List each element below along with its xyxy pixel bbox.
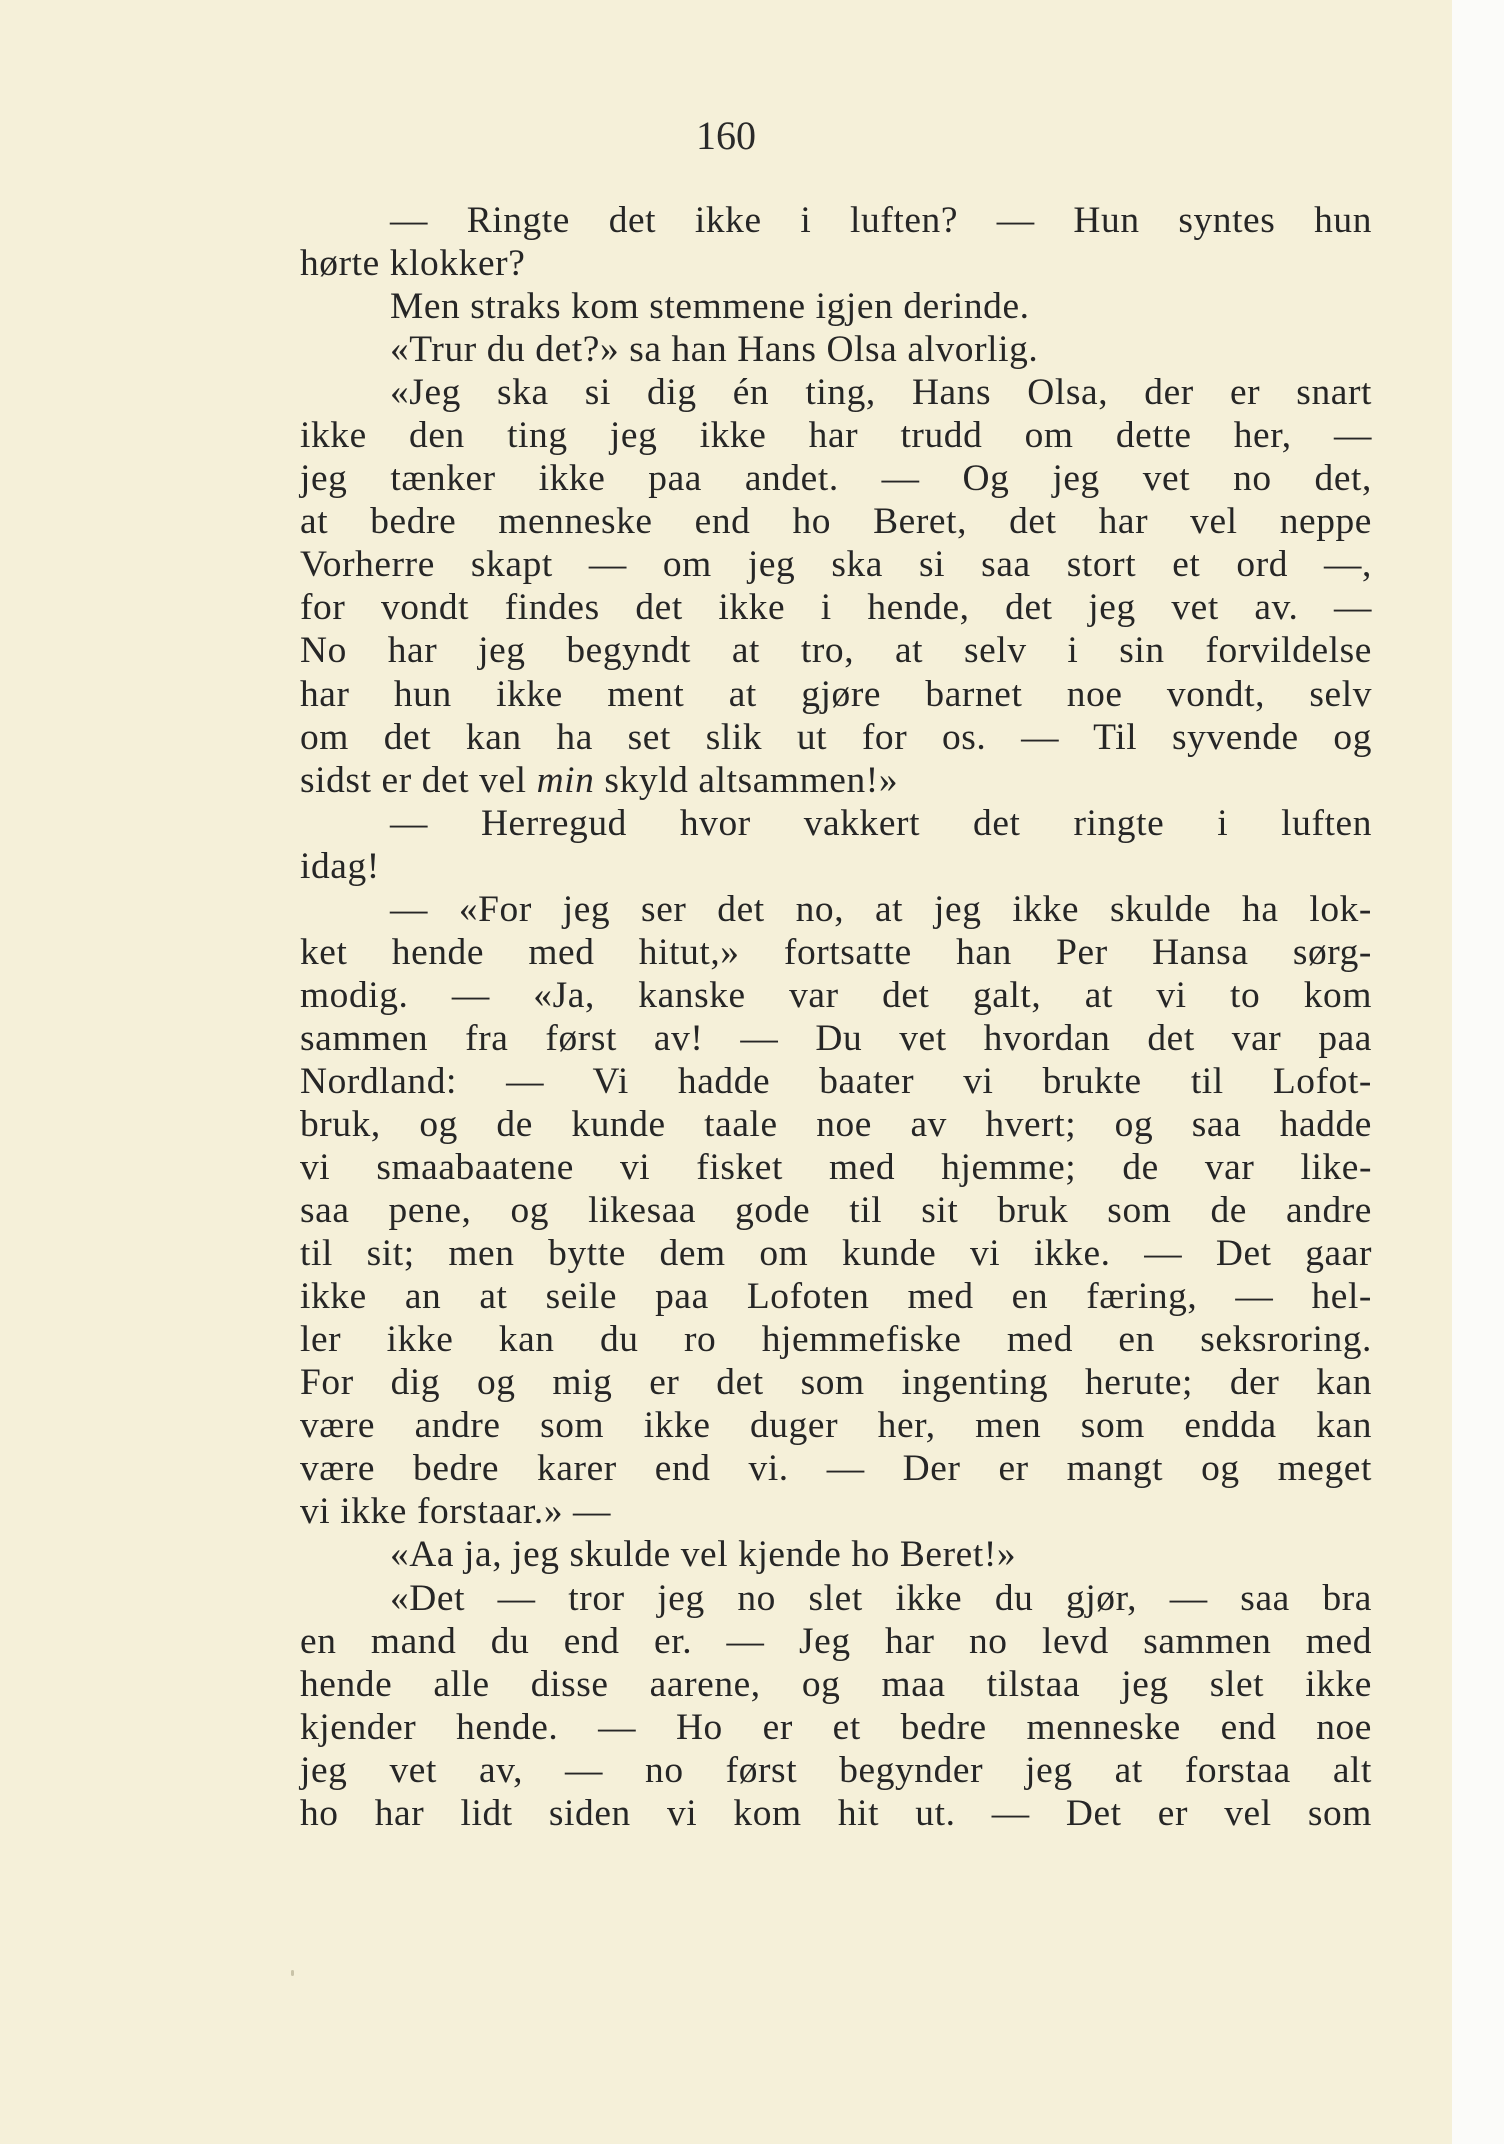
text-line: har hun ikke ment at gjøre barnet noe vondt, selv [300, 673, 1372, 715]
text-line: om det kan ha set slik ut for os. — Til syvende og [300, 716, 1372, 758]
text-line: bruk, og de kunde taale noe av hvert; og saa hadde [300, 1103, 1372, 1145]
text-segment: skyld altsammen!» [604, 759, 899, 801]
text-line: Men straks kom stemmene igjen derinde. [390, 286, 1030, 328]
text-line: sammen fra først av! — Du vet hvordan det var paa [300, 1017, 1372, 1059]
text-line: vi ikke forstaar.» — [300, 1491, 612, 1533]
text-line [300, 759, 1372, 802]
body-text [300, 199, 1372, 1835]
text-line: — «For jeg ser det no, at jeg ikke skulde ha lok- [390, 888, 1372, 930]
text-line: «Det — tror jeg no slet ikke du gjør, — saa bra [390, 1577, 1372, 1619]
text-line: «Jeg ska si dig én ting, Hans Olsa, der er snart [390, 372, 1372, 414]
text-line: jeg vet av, — no først begynder jeg at forstaa alt [300, 1749, 1372, 1791]
text-line: ikke den ting jeg ikke har trudd om dette her, — [300, 415, 1372, 457]
text-line: være bedre karer end vi. — Der er mangt og meget [300, 1448, 1372, 1490]
paper-speck [291, 1970, 294, 1976]
text-line: at bedre menneske end ho Beret, det har vel neppe [300, 501, 1372, 543]
text-line: ho har lidt siden vi kom hit ut. — Det er vel som [300, 1792, 1372, 1834]
text-line: til sit; men bytte dem om kunde vi ikke. — Det gaar [300, 1233, 1372, 1275]
text-line: «Aa ja, jeg skulde vel kjende ho Beret!» [390, 1534, 1017, 1576]
text-line: for vondt findes det ikke i hende, det jeg vet av. — [300, 587, 1372, 629]
text-line: Vorherre skapt — om jeg ska si saa stort et ord —, [300, 544, 1372, 586]
text-line: ikke an at seile paa Lofoten med en færing, — hel- [300, 1276, 1372, 1318]
text-line: kjender hende. — Ho er et bedre menneske end noe [300, 1706, 1372, 1748]
text-line: jeg tænker ikke paa andet. — Og jeg vet no det, [300, 458, 1372, 500]
text-line: være andre som ikke duger her, men som endda kan [300, 1405, 1372, 1447]
text-line: saa pene, og likesaa gode til sit bruk som de andre [300, 1190, 1372, 1232]
text-line: en mand du end er. — Jeg har no levd sammen med [300, 1620, 1372, 1662]
text-line: idag! [300, 845, 380, 887]
text-line: ler ikke kan du ro hjemmefiske med en seksroring. [300, 1319, 1372, 1361]
text-line: — Herregud hvor vakkert det ringte i luften [390, 802, 1372, 844]
page-number: 160 [696, 113, 756, 158]
text-line: modig. — «Ja, kanske var det galt, at vi to kom [300, 974, 1372, 1016]
text-segment: sidst er det vel [300, 759, 527, 801]
text-line: hørte klokker? [300, 243, 526, 285]
text-line: ket hende med hitut,» fortsatte han Per Hansa sørg- [300, 931, 1372, 973]
text-line: For dig og mig er det som ingenting herute; der kan [300, 1362, 1372, 1404]
text-line: vi smaabaatene vi fisket med hjemme; de var like- [300, 1147, 1372, 1189]
emphasized-word: min [536, 759, 595, 801]
text-line: hende alle disse aarene, og maa tilstaa jeg slet ikke [300, 1663, 1372, 1705]
text-line: — Ringte det ikke i luften? — Hun syntes hun [390, 200, 1372, 241]
text-line: Nordland: — Vi hadde baater vi brukte til Lofot- [300, 1060, 1372, 1102]
text-line: «Trur du det?» sa han Hans Olsa alvorlig. [390, 329, 1039, 371]
text-line: No har jeg begyndt at tro, at selv i sin forvildelse [300, 630, 1372, 672]
